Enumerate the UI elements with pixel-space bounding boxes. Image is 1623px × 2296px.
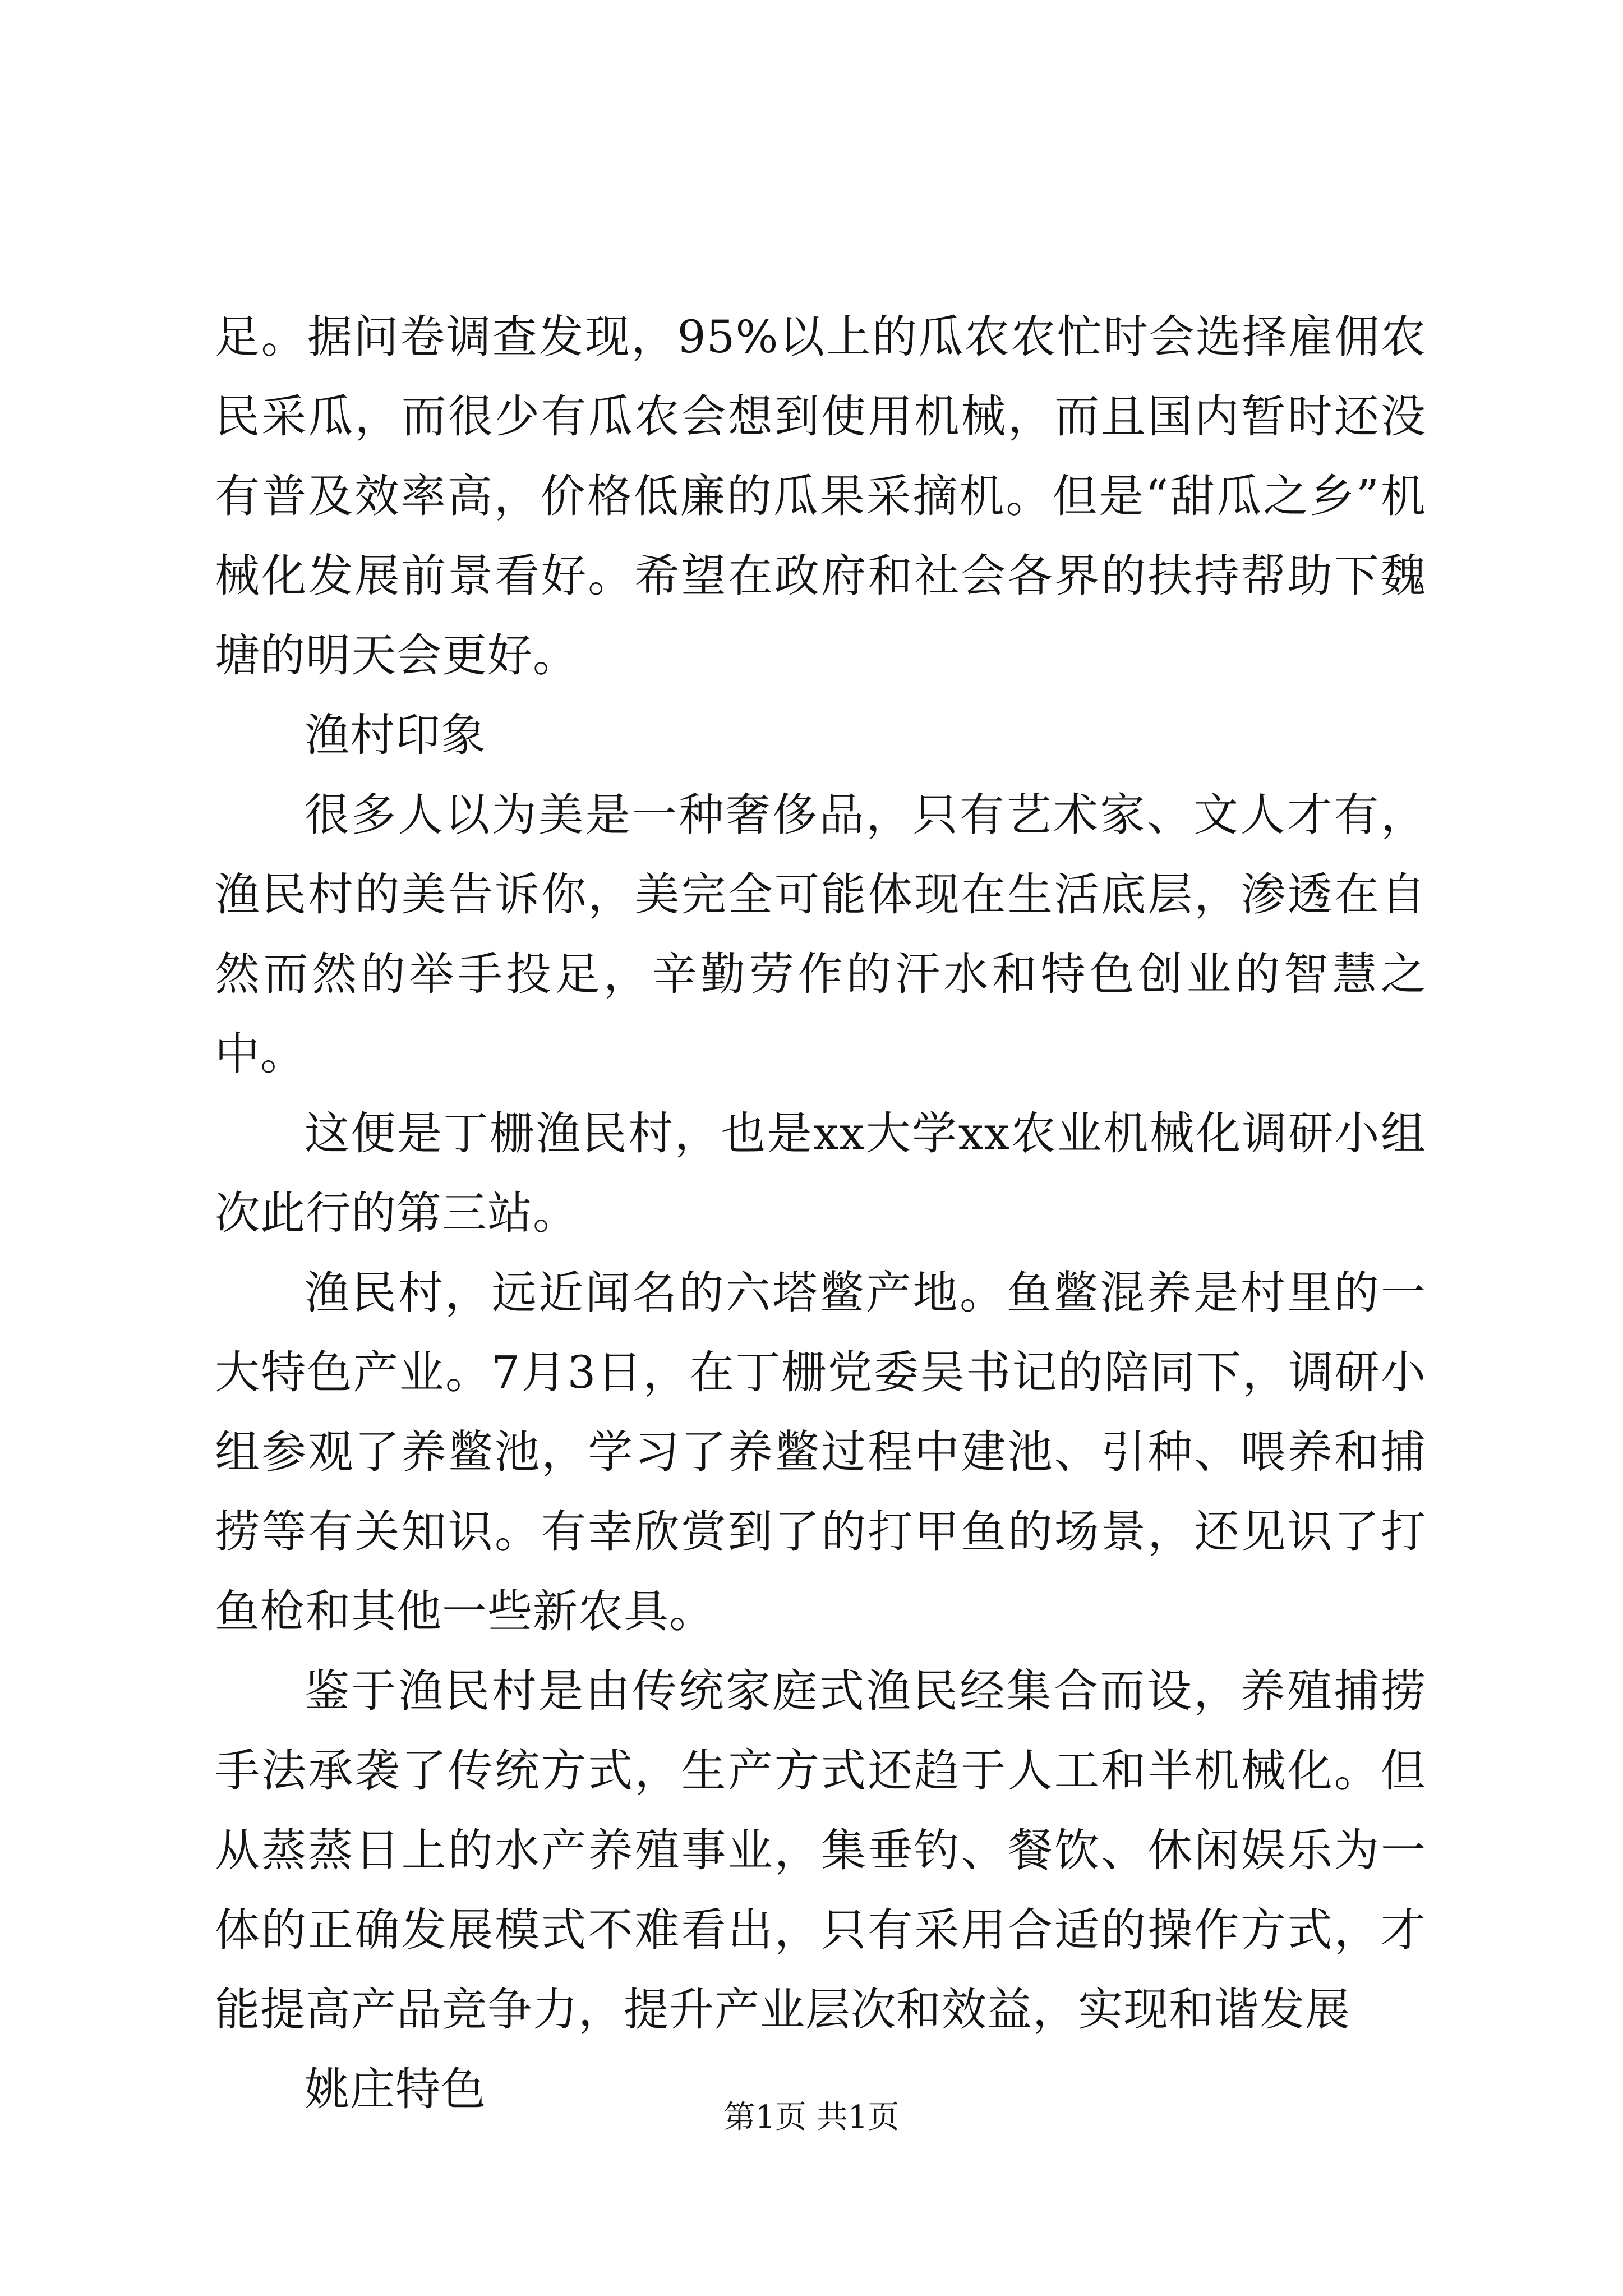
paragraph: 鉴于渔民村是由传统家庭式渔民经集合而设，养殖捕捞手法承袭了传统方式，生产方式还趋于人工和半机械化。但从蒸蒸日上的水产养殖事业，集垂钓、餐饮、休闲娱乐为一体的正确发展模式不难看出，只有采用合适的操作方式，才能提高产品竞争力，提升产业层次和效益，实现和谐发展 — [215, 1665, 1426, 2036]
section-heading-fishing-village: 渔村印象 — [305, 709, 486, 761]
section-heading-yaozhuang: 姚庄特色 — [305, 2063, 486, 2115]
paragraph-continuation: 足。据问卷调查发现，95%以上的瓜农农忙时会选择雇佣农民采瓜，而很少有瓜农会想到使用机械，而且国内暂时还没有普及效率高，价格低廉的瓜果采摘机。但是“甜瓜之乡”机械化发展前景看好。希望在政府和社会各界的扶持帮助下魏塘的明天会更好。 — [215, 311, 1426, 682]
body-text — [215, 297, 1426, 2129]
paragraph: 渔民村，远近闻名的六塔鳖产地。鱼鳖混养是村里的一大特色产业。7月3日，在丁栅党委吴书记的陪同下，调研小组参观了养鳖池，学习了养鳖过程中建池、引种、喂养和捕捞等有关知识。有幸欣赏到了的打甲鱼的场景，还见识了打鱼枪和其他一些新农具。 — [215, 1267, 1426, 1637]
paragraph: 很多人以为美是一种奢侈品，只有艺术家、文人才有，渔民村的美告诉你，美完全可能体现在生活底层，渗透在自然而然的举手投足，辛勤劳作的汗水和特色创业的智慧之中。 — [215, 789, 1426, 1080]
page-footer — [0, 2095, 1623, 2140]
page-number-label: 第1页 共1页 — [723, 2099, 900, 2136]
paragraph: 这便是丁栅渔民村，也是xx大学xx农业机械化调研小组次此行的第三站。 — [215, 1107, 1426, 1239]
